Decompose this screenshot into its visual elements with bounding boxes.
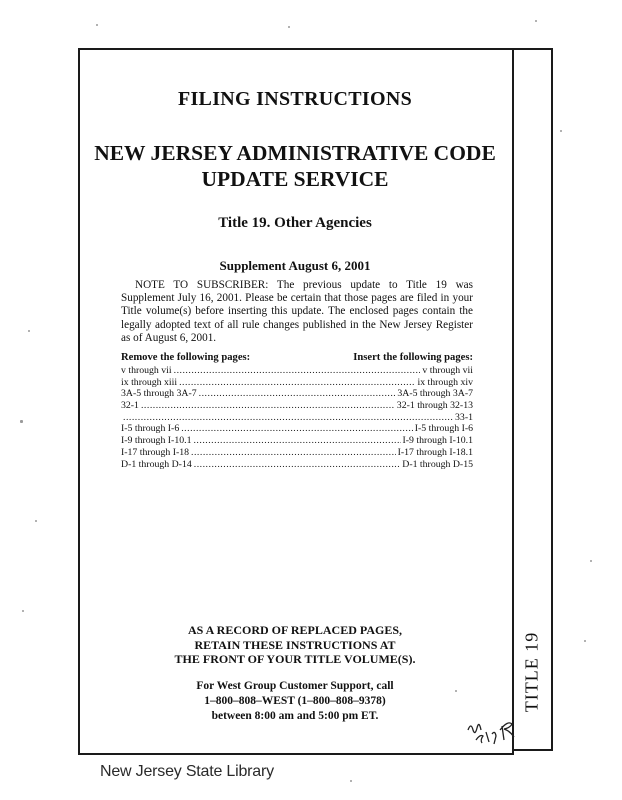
table-header <box>121 351 473 364</box>
remove-header: Remove the following pages: <box>121 352 251 363</box>
insert-pages: I-17 through I-18.1 <box>397 446 473 458</box>
dot-leader <box>174 365 421 377</box>
support-line: For West Group Customer Support, call <box>196 680 394 692</box>
supplement-date: Supplement August 6, 2001 <box>219 258 371 273</box>
table-row <box>121 377 473 389</box>
filing-table <box>121 351 473 470</box>
table-row <box>121 365 473 377</box>
scan-speck <box>35 520 37 522</box>
library-stamp: New Jersey State Library <box>100 763 274 780</box>
tab-label: TITLE 19 <box>521 631 542 713</box>
dot-leader <box>193 435 400 447</box>
table-row <box>121 388 473 400</box>
scan-speck <box>584 640 586 642</box>
insert-pages: I-5 through I-6 <box>414 423 473 435</box>
remove-pages: 32-1 <box>121 400 139 412</box>
dot-leader <box>181 423 413 435</box>
table-row <box>121 412 473 424</box>
volume-title: Title 19. Other Agencies <box>218 215 372 231</box>
handwritten-initials <box>462 700 522 748</box>
remove-pages: ix through xiii <box>121 376 178 388</box>
insert-pages: ix through xiv <box>417 376 473 388</box>
dot-leader <box>191 447 396 459</box>
remove-pages: D-1 through D-14 <box>121 458 192 470</box>
tab-top-border <box>512 48 553 50</box>
table-row <box>121 435 473 447</box>
record-notice-line: RETAIN THESE INSTRUCTIONS AT <box>194 637 396 652</box>
remove-pages: v through vii <box>121 365 172 376</box>
dot-leader <box>179 377 415 389</box>
remove-pages: 3A-5 through 3A-7 <box>121 388 197 400</box>
insert-pages: v through vii <box>422 365 473 376</box>
dot-leader <box>194 459 401 471</box>
table-row <box>121 447 473 459</box>
record-notice <box>80 623 510 667</box>
tab-divider-line <box>512 48 514 753</box>
insert-pages: 33-1 <box>455 411 473 423</box>
table-row <box>121 400 473 412</box>
dot-leader <box>141 400 395 412</box>
insert-pages: I-9 through I-10.1 <box>402 435 473 447</box>
support-phone: 1–800–808–WEST (1–800–808–9378) <box>204 695 386 707</box>
scan-speck <box>20 420 23 423</box>
code-title-line: NEW JERSEY ADMINISTRATIVE CODE <box>94 141 496 165</box>
insert-header: Insert the following pages: <box>353 352 473 363</box>
tab-right-border <box>551 48 553 751</box>
tab-bottom-border <box>512 749 553 751</box>
scan-speck <box>22 610 24 612</box>
insert-pages: 3A-5 through 3A-7 <box>397 388 473 400</box>
support-hours: between 8:00 am and 5:00 pm ET. <box>211 710 379 722</box>
scan-speck <box>96 24 98 26</box>
remove-pages: I-5 through I-6 <box>121 423 180 435</box>
scan-speck <box>535 20 537 22</box>
dot-leader <box>199 388 396 400</box>
remove-pages: I-17 through I-18 <box>121 446 190 458</box>
insert-pages: D-1 through D-15 <box>402 458 473 470</box>
table-row <box>121 423 473 435</box>
scan-speck <box>560 130 562 132</box>
table-rows <box>121 365 473 470</box>
support-notice <box>80 679 510 724</box>
scan-speck <box>288 26 290 28</box>
scan-speck <box>28 330 30 332</box>
code-title-line: UPDATE SERVICE <box>201 167 389 191</box>
insert-pages: 32-1 through 32-13 <box>396 400 473 412</box>
page-title: FILING INSTRUCTIONS <box>177 88 413 110</box>
code-title <box>80 140 510 192</box>
record-notice-line: THE FRONT OF YOUR TITLE VOLUME(S). <box>174 652 416 666</box>
dot-leader <box>123 412 453 424</box>
table-row <box>121 459 473 471</box>
record-notice-line: AS A RECORD OF REPLACED PAGES, <box>187 623 403 637</box>
scan-speck <box>350 780 352 782</box>
subscriber-note: NOTE TO SUBSCRIBER: The previous update to Title 19 was Supplement July 16, 2001. Please be certain that those pages are filed in your Title volume(s) before inserting this update. The enclosed pages contain the legally adopted text of all rule changes published in the New Jersey Register as of August 6, 2001. <box>121 279 473 344</box>
scan-speck <box>590 560 592 562</box>
remove-pages: I-9 through I-10.1 <box>121 435 192 447</box>
